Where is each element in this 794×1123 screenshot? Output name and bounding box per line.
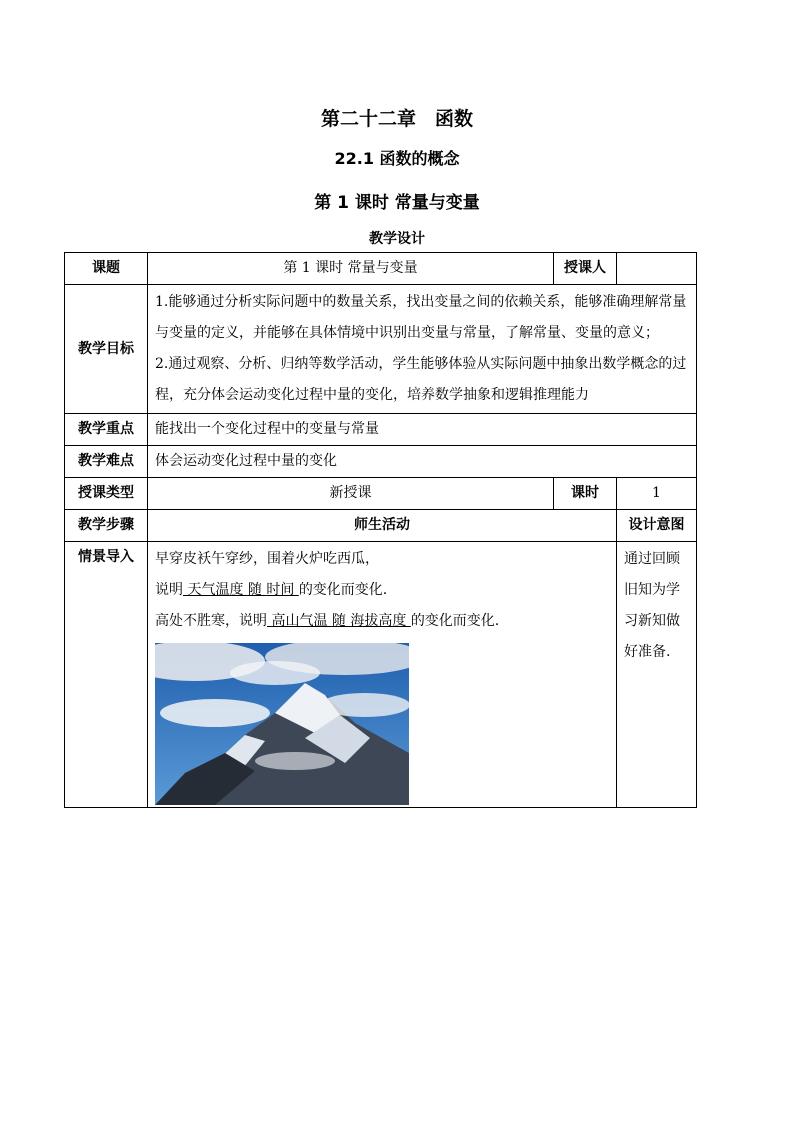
step1-line3 xyxy=(155,606,609,637)
step1-line1: 早穿皮袄午穿纱，围着火炉吃西瓜， xyxy=(155,551,379,567)
step1-answer-temperature: 天气温度 xyxy=(183,582,248,598)
goals-label: 教学目标 xyxy=(65,285,148,414)
key-label: 教学重点 xyxy=(65,414,148,446)
step1-activity xyxy=(148,542,617,808)
chapter-title: 第二十二章 函数 xyxy=(320,108,473,130)
lesson-title: 第 1 课时 常量与变量 xyxy=(314,193,480,213)
difficulty-label: 教学难点 xyxy=(65,446,148,478)
step1-line3-pre: 高处不胜寒，说明 xyxy=(155,613,267,629)
step1-answer-time: 时间 xyxy=(266,582,299,598)
step1-line2 xyxy=(155,575,609,606)
hours-value: 1 xyxy=(617,478,697,510)
teacher-value xyxy=(617,253,697,285)
topic-row xyxy=(65,253,697,285)
type-value: 新授课 xyxy=(148,478,554,510)
hours-label: 课时 xyxy=(554,478,617,510)
design-title: 教学设计 xyxy=(369,231,425,247)
step1-line2-mid: 随 xyxy=(247,582,267,598)
type-label: 授课类型 xyxy=(65,478,148,510)
step1-answer-mountain-temp: 高山气温 xyxy=(267,613,332,629)
goals-cell xyxy=(148,285,697,414)
key-value: 能找出一个变化过程中的变量与常量 xyxy=(148,414,697,446)
key-row xyxy=(65,414,697,446)
section-title: 22.1 函数的概念 xyxy=(334,149,460,168)
goals-item-2: 2.通过观察、分析、归纳等数学活动，学生能够体验从实际问题中抽象出数学概念的过程，充分体会运动变化过程中量的变化，培养数学抽象和逻辑推理能力 xyxy=(155,356,687,403)
step-row xyxy=(65,542,697,808)
difficulty-row xyxy=(65,446,697,478)
step1-label: 情景导入 xyxy=(65,542,148,808)
intent-label: 设计意图 xyxy=(617,510,697,542)
steps-label: 教学步骤 xyxy=(65,510,148,542)
difficulty-value: 体会运动变化过程中量的变化 xyxy=(148,446,697,478)
lesson-table xyxy=(64,252,697,808)
step1-answer-altitude: 海拔高度 xyxy=(350,613,411,629)
activity-label: 师生活动 xyxy=(148,510,617,542)
goals-item-1: 1.能够通过分析实际问题中的数量关系，找出变量之间的依赖关系，能够准确理解常量与变量的定义，并能够在具体情境中识别出变量与常量，了解常量、变量的意义； xyxy=(155,294,687,341)
step1-line3-post: 的变化而变化. xyxy=(410,613,500,629)
step1-intent: 通过回顾旧知为学习新知做好准备. xyxy=(617,542,697,808)
teacher-label: 授课人 xyxy=(554,253,617,285)
topic-label: 课题 xyxy=(65,253,148,285)
step1-line2-post: 的变化而变化. xyxy=(298,582,388,598)
step1-line2-pre: 说明 xyxy=(155,582,183,598)
steps-header-row xyxy=(65,510,697,542)
snowy-mountain-photo xyxy=(155,643,409,805)
topic-value: 第 1 课时 常量与变量 xyxy=(148,253,554,285)
type-row xyxy=(65,478,697,510)
step1-line3-mid: 随 xyxy=(331,613,351,629)
goals-row xyxy=(65,285,697,414)
